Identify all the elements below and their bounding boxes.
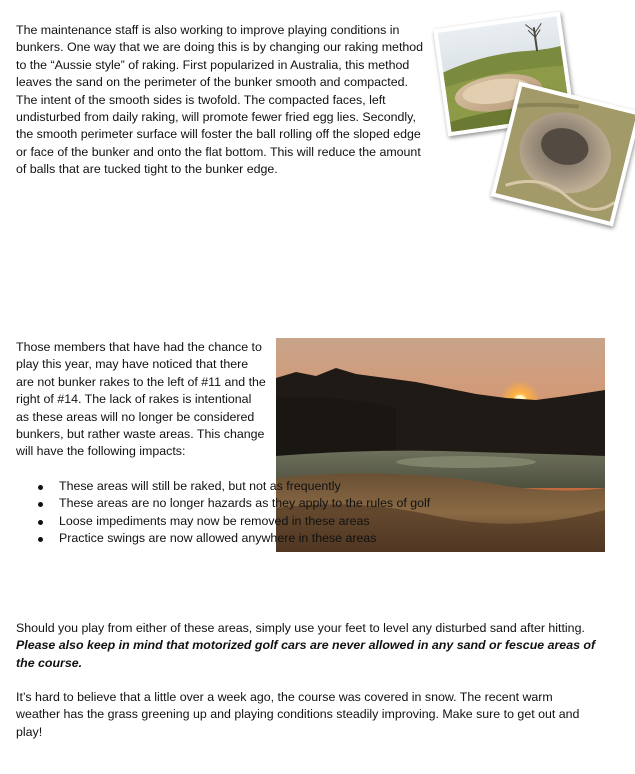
weather-paragraph: It’s hard to believe that a little over a week ago, the course was covered in snow. The recent warm weather has the grass greening up and playing conditions steadily improving. Make sure to get out and play! — [16, 690, 580, 739]
level-sand-text: Should you play from either of these areas, simply use your feet to level any disturbed sand after hitting. — [16, 621, 585, 635]
list-item: These areas are no longer hazards as they apply to the rules of golf — [16, 495, 436, 512]
list-item: These areas will still be raked, but not as frequently — [16, 478, 436, 495]
list-item: Loose impediments may now be removed in these areas — [16, 513, 436, 530]
waste-areas-paragraph: Those members that have had the chance to play this year, may have noticed that there are not bunker rakes to the left of #11 and the right of #14. The lack of rakes is intentional as these areas will no longer be considered bunkers, but rather waste areas. This change will have the following impacts: — [16, 340, 266, 459]
bunker-raking-paragraph: The maintenance staff is also working to improve playing conditions in bunkers. One way that we are doing this is by changing our raking method to the “Aussie style” of raking. First popularized in Australia, this method leaves the sand on the perimeter of the bunker smooth and compacted. The intent of the smooth sides is twofold. The compacted faces, left undisturbed from daily raking, will promote fewer fried egg lies. Secondly, the smooth perimeter surface will foster the ball rolling off the sloped edge or face of the bunker and onto the flat bottom. This will reduce the amount of balls that are tucked tight to the bunker edge. — [16, 23, 424, 177]
impacts-list — [16, 478, 436, 548]
list-item: Practice swings are now allowed anywhere in these areas — [16, 530, 436, 547]
golf-cars-warning: Please also keep in mind that motorized golf cars are never allowed in any sand or fescue areas of the course. — [16, 638, 596, 670]
waste-area-play-paragraph — [16, 620, 596, 672]
